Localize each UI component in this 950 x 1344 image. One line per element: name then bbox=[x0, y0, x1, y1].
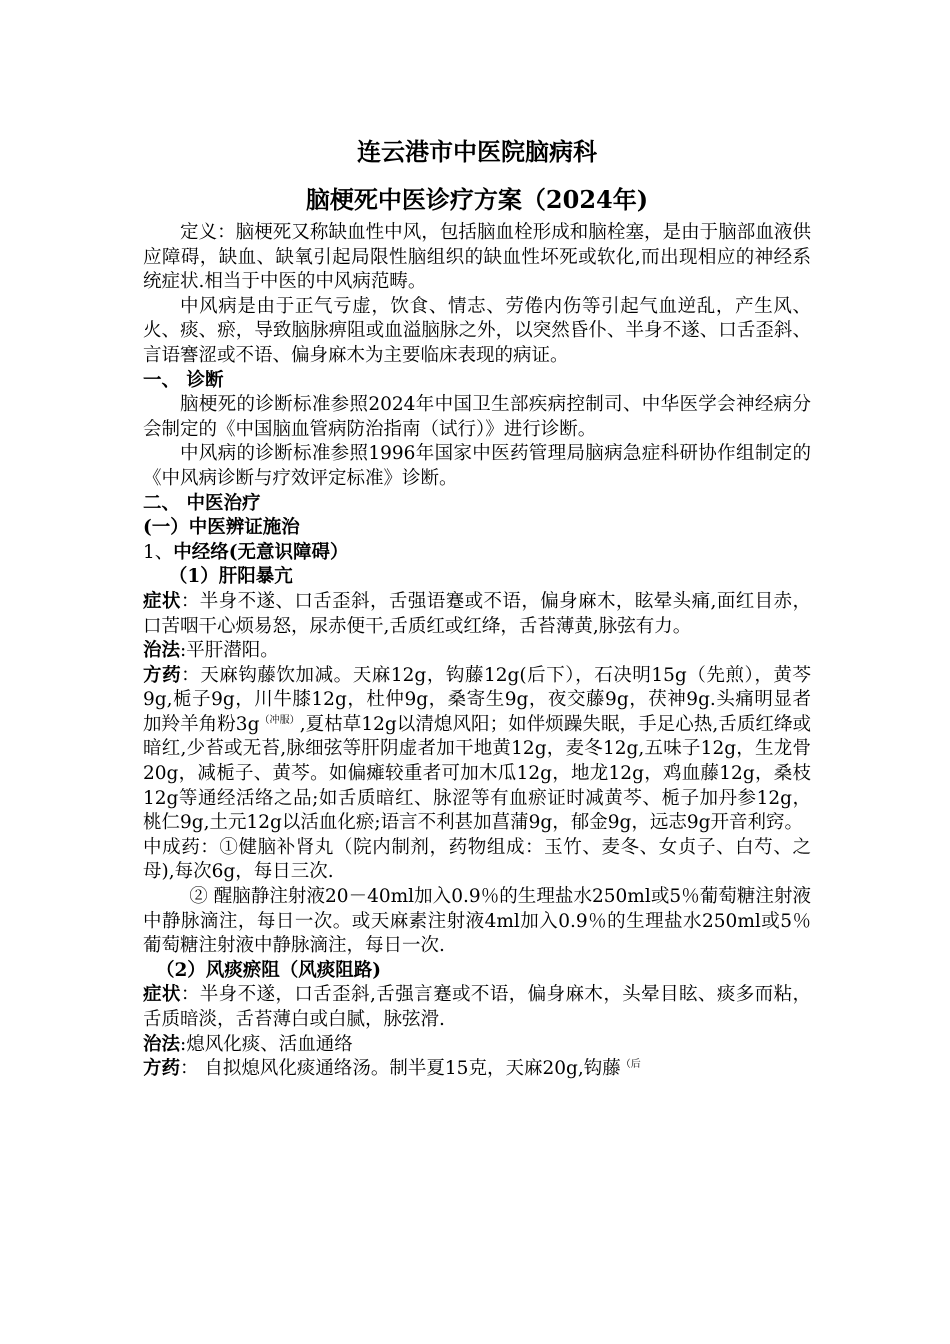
type1-prescription bbox=[143, 664, 811, 836]
prescription-text-a: ：天麻钩藤饮加减。天麻12g，钩藤12g(后下），石决明15g（先煎），黄芩9g,栀子9g，川牛膝12g，杜仲9g，桑寄生9g，夜交藤9g，茯神9g.头痛明显者加羚羊角粉3g bbox=[143, 664, 811, 735]
treatment-label: 治法 bbox=[143, 640, 181, 662]
stroke-definition-paragraph: 中风病是由于正气亏虚，饮食、情志、劳倦内伤等引起气血逆乱，产生风、火、痰、瘀，导致脑脉痹阻或血溢脑脉之外，以突然昏仆、半身不遂、口舌歪斜、言语謇涩或不语、偏身麻木为主要临床表现的病证。 bbox=[143, 295, 811, 366]
diagnosis-paragraph-1: 脑梗死的诊断标准参照2024年中国卫生部疾病控制司、中华医学会神经病分会制定的《中国脑血管病防治指南（试行）》进行诊断。 bbox=[143, 394, 811, 440]
document-page bbox=[143, 125, 811, 1082]
prescription-text-2: ： 自拟熄风化痰通络汤。制半夏15克，天麻20g,钩藤 bbox=[180, 1058, 621, 1080]
prescription-text-b: ,夏枯草12g以清熄风阳；如伴烦躁失眠，手足心热,舌质红绛或暗红,少苔或无苔,脉细弦等肝阴虚者加干地黄12g，麦冬12g,五味子12g，生龙骨20g，减栀子、黄芩。如偏瘫较重者可加木瓜12g，地龙12g，鸡血藤12g，桑枝12g等通经活络之品;如舌质暗红、脉涩等有血瘀证时减黄芩、栀子加丹参12g，桃仁9g,土元12g以活血化瘀;语言不利甚加菖蒲9g，郁金9g，远志9g开音利窍。 bbox=[143, 713, 812, 834]
syndrome-type-1-heading: （1）肝阳暴亢 bbox=[168, 566, 293, 588]
treatment-text-2: :熄风化痰、活血通络 bbox=[180, 1033, 353, 1055]
symptoms-text-2: ：半身不遂，口舌歪斜,舌强言蹇或不语，偏身麻木，头晕目眩、痰多而粘，舌质暗淡，舌苔薄白或白腻，脉弦滑. bbox=[143, 984, 811, 1030]
type1-patent-medicine-2: ② 醒脑静注射液20－40ml加入0.9％的生理盐水250ml或5％葡萄糖注射液中静脉滴注，每日一次。或天麻素注射液4ml加入0.9％的生理盐水250ml或5％葡萄糖注射液中静脉滴注，每日一次. bbox=[143, 886, 811, 957]
prescription-label-2: 方药 bbox=[143, 1058, 181, 1080]
syndrome-type-2-heading: （2）风痰瘀阻（风痰阻路) bbox=[155, 959, 382, 981]
prescription-label: 方药 bbox=[143, 664, 182, 686]
type2-prescription bbox=[143, 1057, 811, 1082]
type1-patent-medicine-1: 中成药：①健脑补肾丸（院内制剂，药物组成：玉竹、麦冬、女贞子、白芍、之母),每次6g，每日三次. bbox=[143, 836, 811, 883]
treatment-label-2: 治法 bbox=[143, 1033, 181, 1055]
section-diagnosis-heading: 一、 诊断 bbox=[143, 369, 224, 391]
prescription-superscript: （冲服） bbox=[259, 714, 300, 726]
symptoms-text: ：半身不遂、口舌歪斜，舌强语蹇或不语，偏身麻木，眩晕头痛,面红目赤，口苦咽干心烦易怒，尿赤便干,舌质红或红绛，舌苔薄黄,脉弦有力。 bbox=[143, 590, 811, 637]
symptoms-label-2: 症状 bbox=[143, 984, 181, 1006]
hospital-title: 连云港市中医院脑病科 bbox=[357, 137, 597, 166]
type1-symptoms bbox=[143, 590, 811, 639]
diagnosis-paragraph-2: 中风病的诊断标准参照1996年国家中医药管理局脑病急症科研协作组制定的《中风病诊断与疗效评定标准》诊断。 bbox=[143, 443, 811, 489]
item-heading bbox=[143, 541, 811, 566]
section-treatment-heading: 二、 中医治疗 bbox=[143, 492, 261, 514]
type2-symptoms bbox=[143, 983, 811, 1032]
document-title: 脑梗死中医诊疗方案（2024年) bbox=[305, 185, 649, 214]
definition-paragraph: 定义：脑梗死又称缺血性中风，包括脑血栓形成和脑栓塞，是由于脑部血液供应障碍，缺血、缺氧引起局限性脑组织的缺血性坏死或软化,而出现相应的神经系统症状.相当于中医的中风病范畴。 bbox=[143, 222, 811, 293]
symptoms-label: 症状 bbox=[143, 590, 181, 612]
type2-treatment bbox=[143, 1033, 811, 1058]
subsection-heading: (一）中医辨证施治 bbox=[143, 517, 300, 539]
type1-treatment bbox=[143, 639, 811, 664]
item-number: 1、 bbox=[143, 541, 174, 563]
item-title: 中经络(无意识障碍） bbox=[173, 541, 349, 563]
prescription-superscript-2: （后 bbox=[620, 1059, 641, 1071]
treatment-text: :平肝潜阳。 bbox=[180, 640, 279, 662]
